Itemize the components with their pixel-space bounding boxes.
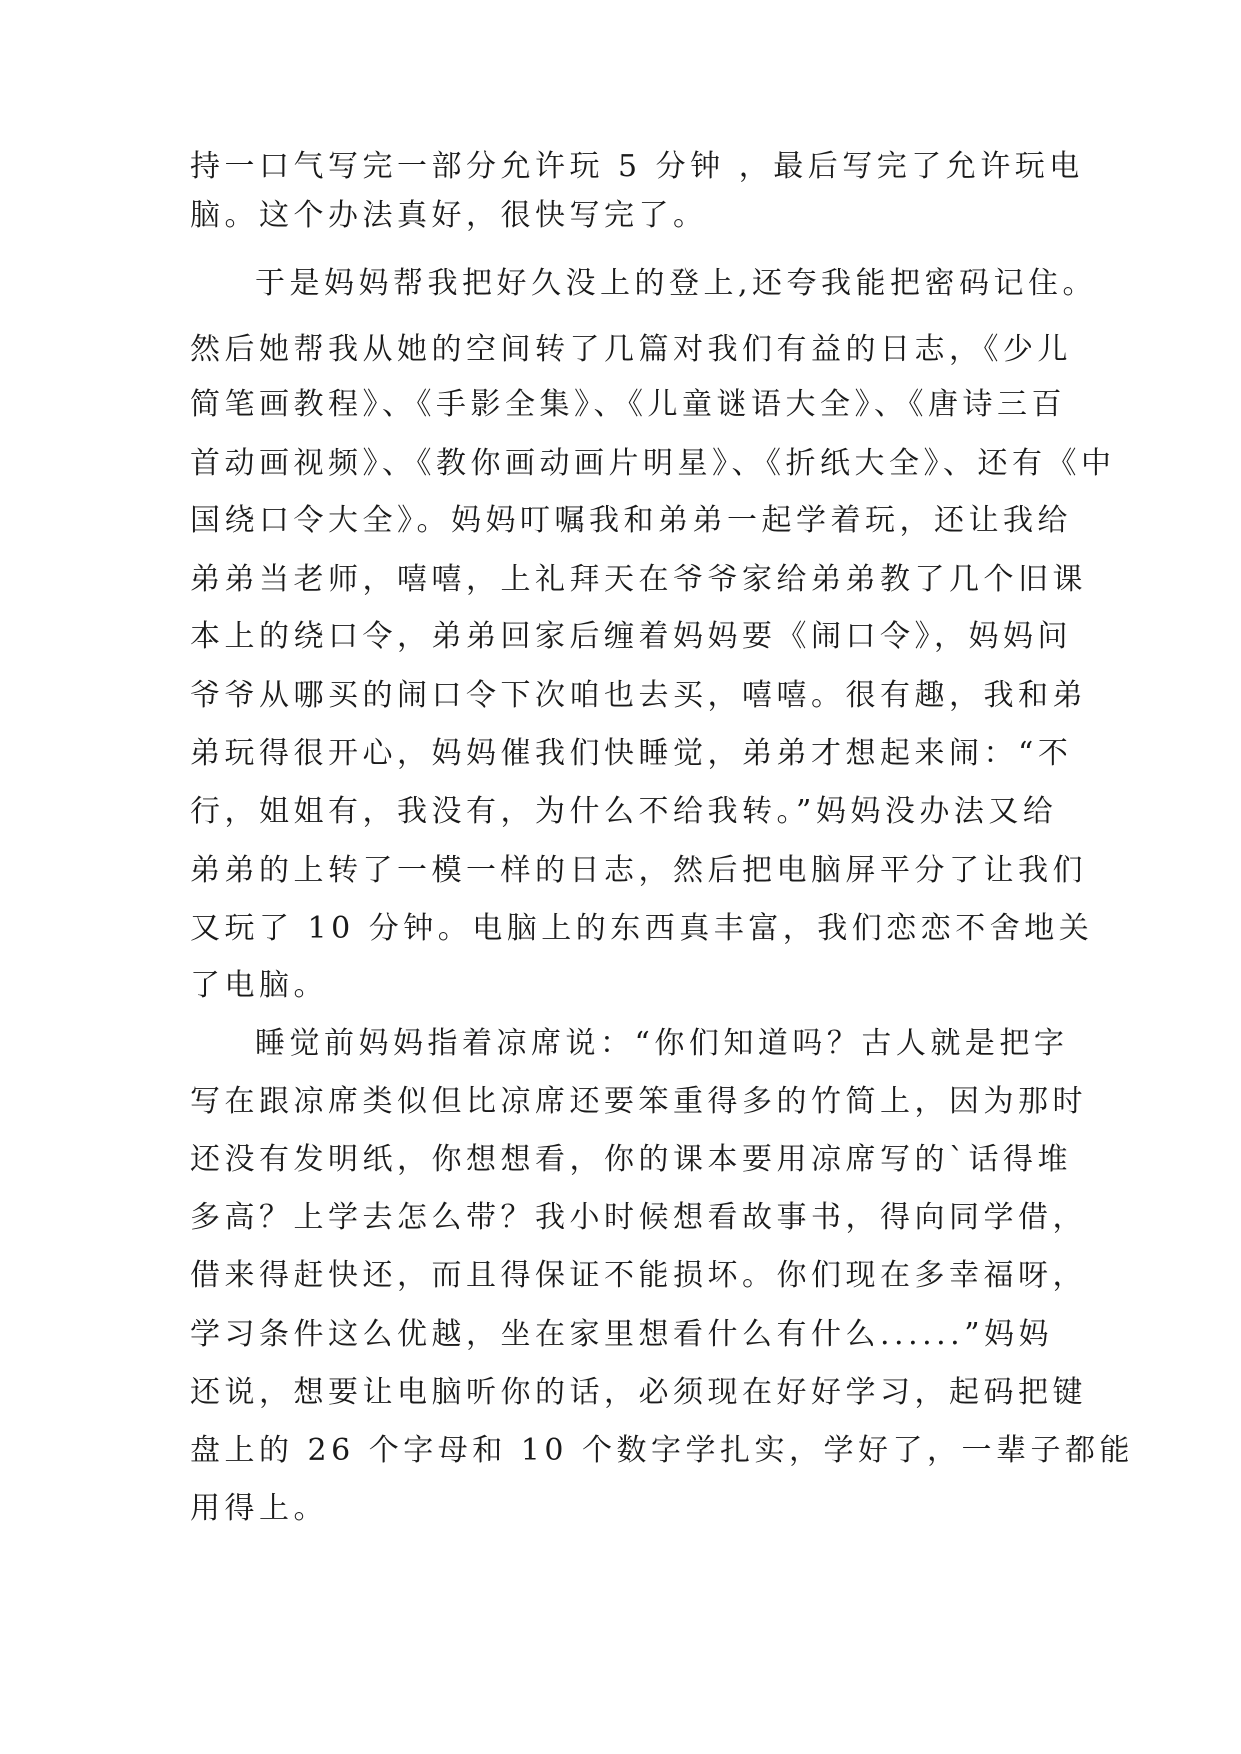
text-line: 了电脑。 — [190, 968, 328, 1003]
text-line: 又玩了 10 分钟。电脑上的东西真丰富，我们恋恋不舍地关 — [190, 911, 1094, 946]
text-line: 脑。这个办法真好，很快写完了。 — [190, 198, 708, 233]
text-line: 首动画视频》、《教你画动画片明星》、《折纸大全》、还有《中 — [190, 446, 1116, 481]
text-line: 弟弟当老师，嘻嘻，上礼拜天在爷爷家给弟弟教了几个旧课 — [190, 562, 1087, 597]
text-line: 然后她帮我从她的空间转了几篇对我们有益的日志，《少儿 — [190, 332, 1072, 367]
text-line: 国绕口令大全》。妈妈叮嘱我和弟弟一起学着玩，还让我给 — [190, 503, 1072, 538]
text-line: 弟玩得很开心，妈妈催我们快睡觉，弟弟才想起来闹：“不 — [190, 736, 1073, 771]
paragraph-start-line: 于是妈妈帮我把好久没上的登上,还夸我能把密码记住。 — [255, 266, 1098, 301]
text-line: 弟弟的上转了一模一样的日志，然后把电脑屏平分了让我们 — [190, 853, 1087, 888]
text-line: 用得上。 — [190, 1491, 328, 1526]
text-line: 还说，想要让电脑听你的话，必须现在好好学习，起码把键 — [190, 1375, 1087, 1410]
text-line: 简笔画教程》、《手影全集》、《儿童谜语大全》、《唐诗三百 — [190, 387, 1066, 422]
text-line: 行，姐姐有，我没有，为什么不给我转。”妈妈没办法又给 — [190, 794, 1058, 829]
paragraph-start-line: 睡觉前妈妈指着凉席说：“你们知道吗？古人就是把字 — [255, 1026, 1069, 1061]
text-line: 爷爷从哪买的闹口令下次咱也去买，嘻嘻。很有趣，我和弟 — [190, 678, 1087, 713]
text-line: 借来得赶快还，而且得保证不能损坏。你们现在多幸福呀， — [190, 1258, 1087, 1293]
text-line: 盘上的 26 个字母和 10 个数字学扎实，学好了，一辈子都能 — [190, 1433, 1134, 1468]
text-line: 还没有发明纸，你想想看，你的课本要用凉席写的`话得堆 — [190, 1142, 1072, 1177]
text-line: 本上的绕口令，弟弟回家后缠着妈妈要《闹口令》，妈妈问 — [190, 619, 1072, 654]
text-line: 写在跟凉席类似但比凉席还要笨重得多的竹简上，因为那时 — [190, 1084, 1087, 1119]
text-line: 持一口气写完一部分允许玩 5 分钟 ，最后写完了允许玩电 — [190, 149, 1084, 184]
text-line: 学习条件这么优越，坐在家里想看什么有什么......”妈妈 — [190, 1317, 1054, 1352]
text-line: 多高？上学去怎么带？我小时候想看故事书，得向同学借， — [190, 1200, 1087, 1235]
